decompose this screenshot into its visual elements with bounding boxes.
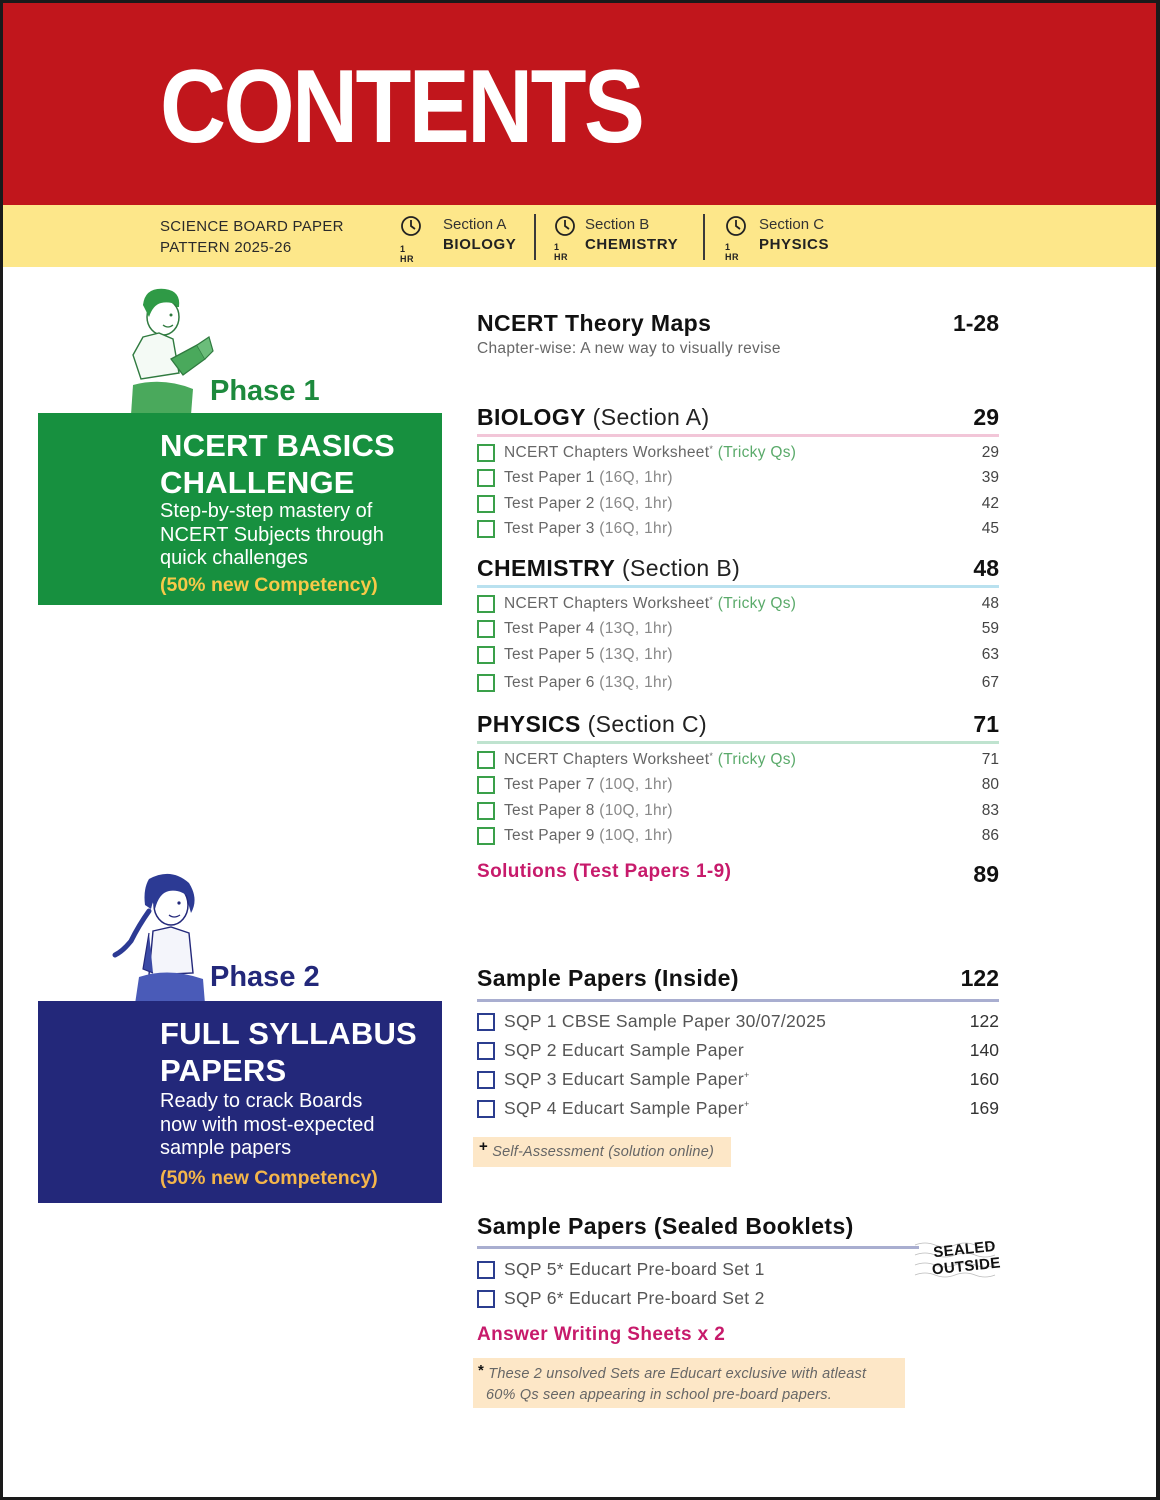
section-heading[interactable] [477, 711, 999, 741]
item-page: 86 [981, 826, 999, 844]
phase-desc-line: quick challenges [160, 547, 308, 569]
contents-page [3, 3, 1156, 1497]
divider [703, 214, 705, 260]
section-page: 29 [973, 404, 999, 430]
checkbox[interactable] [477, 520, 495, 538]
checkbox[interactable] [477, 827, 495, 845]
toc-item[interactable]: SQP 4 Educart Sample Paper+ 169 [477, 1096, 999, 1125]
section-heading[interactable] [477, 555, 999, 585]
theory-maps-title: NCERT Theory Maps [477, 310, 712, 336]
exclusive-sets-note: * These 2 unsolved Sets are Educart exclusive with atleast 60% Qs seen appearing in school pre-board papers. [473, 1358, 905, 1408]
phase-desc-line: Ready to crack Boards [160, 1090, 363, 1112]
checkbox[interactable] [477, 1290, 495, 1308]
self-assessment-note: + Self-Assessment (solution online) [473, 1137, 731, 1167]
phase-1-competency: (50% new Competency) [160, 574, 378, 596]
section-duration: 1 HR [554, 242, 568, 262]
item-page: 39 [981, 469, 999, 487]
item-page: 160 [969, 1069, 999, 1089]
pattern-label-line1: SCIENCE BOARD PAPER [160, 218, 344, 235]
item-page: 42 [981, 494, 999, 512]
clock-icon [554, 215, 576, 237]
item-page: 45 [981, 519, 999, 537]
checkbox[interactable] [477, 1100, 495, 1118]
phase-1-label: Phase 1 [210, 375, 320, 407]
phase-desc-line: NCERT Subjects through [160, 523, 384, 546]
toc-item[interactable]: NCERT Chapters Worksheet* (Tricky Qs) 48 [477, 592, 999, 617]
toc-item[interactable]: SQP 5* Educart Pre-board Set 1 [477, 1257, 999, 1286]
phase-title-line: NCERT BASICS [160, 428, 395, 463]
section-rule [477, 999, 999, 1002]
answer-sheets-label[interactable]: Answer Writing Sheets x 2 [477, 1324, 726, 1345]
checkbox[interactable] [477, 674, 495, 692]
phase-1-description [160, 500, 384, 571]
phase-title-line: FULL SYLLABUS [160, 1016, 417, 1051]
toc-section-chemistry [477, 555, 999, 696]
divider [534, 214, 536, 260]
boy-reading-illustration [113, 285, 223, 415]
section-page: 122 [960, 965, 999, 991]
phase-2-competency: (50% new Competency) [160, 1167, 378, 1189]
toc-item[interactable]: SQP 6* Educart Pre-board Set 2 [477, 1286, 999, 1315]
toc-section-biology [477, 404, 999, 542]
toc-item[interactable]: Test Paper 6 (13Q, 1hr) 67 [477, 671, 999, 696]
toc-item[interactable]: NCERT Chapters Worksheet* (Tricky Qs) 29 [477, 441, 999, 466]
phase-desc-line: sample papers [160, 1137, 292, 1159]
phase-1-card [38, 413, 442, 605]
toc-theory-maps[interactable] [477, 310, 999, 358]
section-name: Section A [443, 216, 507, 233]
checkbox[interactable] [477, 495, 495, 513]
stamp-text: SEALED OUTSIDE [931, 1237, 1002, 1279]
pattern-label-line2: PATTERN 2025-26 [160, 239, 292, 256]
toc-item[interactable]: Test Paper 2 (16Q, 1hr) 42 [477, 492, 999, 517]
phase-desc-line: now with most-expected [160, 1113, 375, 1136]
item-page: 71 [981, 751, 999, 768]
section-title: Sample Papers (Inside) [477, 965, 739, 991]
toc-section-physics [477, 711, 999, 849]
sealed-outside-stamp [913, 1235, 1003, 1287]
checkbox[interactable] [477, 802, 495, 820]
phase-1-title [160, 427, 395, 501]
section-page: 48 [973, 555, 999, 581]
phase-desc-line: Step-by-step mastery of [160, 500, 373, 522]
checkbox[interactable] [477, 1042, 495, 1060]
exam-pattern-bar [3, 205, 1156, 267]
section-heading[interactable] [477, 404, 999, 434]
phase-2-description [160, 1090, 375, 1161]
checkbox[interactable] [477, 595, 495, 613]
checkbox[interactable] [477, 646, 495, 664]
phase-2-card [38, 1001, 442, 1203]
item-page: 169 [969, 1098, 999, 1118]
toc-item[interactable]: Test Paper 9 (10Q, 1hr) 86 [477, 824, 999, 849]
clock-icon [400, 215, 422, 237]
item-page: 29 [981, 444, 999, 461]
section-title: CHEMISTRY (Section B) [477, 555, 741, 581]
section-page: 71 [973, 711, 999, 737]
page-title: CONTENTS [160, 49, 643, 165]
toc-item[interactable]: Test Paper 7 (10Q, 1hr) 80 [477, 773, 999, 798]
header-banner [3, 3, 1156, 205]
clock-icon [725, 215, 747, 237]
item-page: 63 [981, 645, 999, 663]
toc-item[interactable]: NCERT Chapters Worksheet* (Tricky Qs) 71 [477, 748, 999, 773]
item-page: 122 [969, 1011, 999, 1031]
item-page: 59 [981, 620, 999, 638]
item-page: 67 [981, 673, 999, 691]
section-rule [477, 741, 999, 744]
checkbox[interactable] [477, 1261, 495, 1279]
toc-sample-papers-inside [477, 965, 999, 1125]
section-subject: CHEMISTRY [585, 236, 679, 253]
section-subject: BIOLOGY [443, 236, 517, 253]
toc-item[interactable]: Test Paper 4 (13Q, 1hr) 59 [477, 617, 999, 642]
toc-solutions[interactable] [477, 861, 999, 891]
phase-2-title [160, 1015, 417, 1089]
checkbox[interactable] [477, 776, 495, 794]
item-page: 83 [981, 801, 999, 819]
toc-item[interactable]: Test Paper 5 (13Q, 1hr) 63 [477, 643, 999, 668]
item-page: 140 [969, 1040, 999, 1060]
checkbox[interactable] [477, 1071, 495, 1089]
phase-title-line: CHALLENGE [160, 465, 355, 500]
section-title: BIOLOGY (Section A) [477, 404, 710, 430]
solutions-label: Solutions (Test Papers 1-9) [477, 861, 732, 882]
checkbox[interactable] [477, 751, 495, 769]
item-page: 48 [981, 595, 999, 612]
section-duration: 1 HR [725, 242, 739, 262]
theory-maps-subtitle: Chapter-wise: A new way to visually revise [477, 340, 781, 357]
toc-item[interactable]: Test Paper 8 (10Q, 1hr) 83 [477, 799, 999, 824]
theory-maps-page: 1-28 [952, 310, 999, 336]
section-subject: PHYSICS [759, 236, 830, 253]
phase-title-line: PAPERS [160, 1053, 287, 1088]
toc-item[interactable]: SQP 3 Educart Sample Paper+ 160 [477, 1067, 999, 1096]
checkbox[interactable] [477, 469, 495, 487]
section-title: PHYSICS (Section C) [477, 711, 708, 737]
checkbox[interactable] [477, 620, 495, 638]
section-duration: 1 HR [400, 244, 414, 264]
section-name: Section C [759, 216, 825, 233]
item-page: 80 [981, 776, 999, 794]
toc-item[interactable]: Test Paper 3 (16Q, 1hr) 45 [477, 517, 999, 542]
section-title: Sample Papers (Sealed Booklets) [477, 1213, 854, 1239]
checkbox[interactable] [477, 444, 495, 462]
section-name: Section B [585, 216, 650, 233]
section-heading[interactable] [477, 965, 999, 995]
section-rule [477, 1246, 919, 1249]
phase-2-label: Phase 2 [210, 961, 320, 993]
section-rule [477, 585, 999, 588]
toc-item[interactable]: SQP 2 Educart Sample Paper 140 [477, 1038, 999, 1067]
girl-student-illustration [109, 869, 219, 1004]
toc-item[interactable]: Test Paper 1 (16Q, 1hr) 39 [477, 466, 999, 491]
pattern-label [160, 216, 344, 258]
toc-item[interactable]: SQP 1 CBSE Sample Paper 30/07/2025 122 [477, 1009, 999, 1038]
checkbox[interactable] [477, 1013, 495, 1031]
solutions-page: 89 [973, 861, 999, 887]
section-rule [477, 434, 999, 437]
